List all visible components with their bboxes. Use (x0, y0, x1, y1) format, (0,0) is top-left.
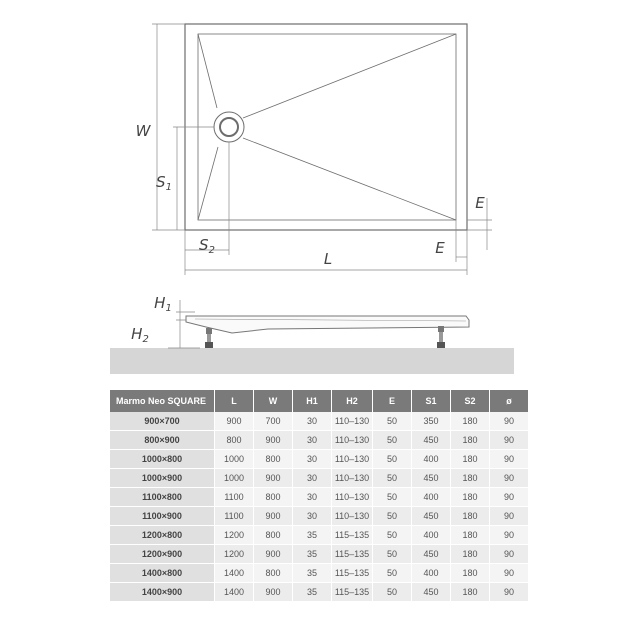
table-cell: 50 (373, 450, 412, 469)
table-cell: 30 (293, 488, 332, 507)
model-cell: 1200×900 (110, 545, 215, 564)
table-cell: 1200 (215, 545, 254, 564)
table-row (110, 488, 529, 507)
table-row (110, 545, 529, 564)
table-row (110, 583, 529, 602)
table-cell: 50 (373, 545, 412, 564)
support-leg (205, 342, 213, 348)
table-header: H1 (293, 390, 332, 412)
model-cell: 1400×900 (110, 583, 215, 602)
model-cell: 1000×900 (110, 469, 215, 488)
drain-outer (214, 112, 244, 142)
dim-label-w: W (135, 122, 151, 140)
table-cell: 90 (490, 545, 529, 564)
dim-label-e-bottom: E (435, 239, 445, 257)
tray-inner-edge (198, 34, 456, 220)
table-cell: 450 (412, 583, 451, 602)
table-cell: 1100 (215, 507, 254, 526)
table-cell: 35 (293, 545, 332, 564)
table-cell: 90 (490, 469, 529, 488)
table-cell: 50 (373, 469, 412, 488)
table-header: E (373, 390, 412, 412)
support-leg (439, 332, 443, 342)
table-cell: 800 (254, 450, 293, 469)
table-cell: 900 (254, 469, 293, 488)
slope-line (243, 34, 456, 118)
table-cell: 180 (451, 412, 490, 431)
table-cell: 900 (254, 431, 293, 450)
table-cell: 1400 (215, 583, 254, 602)
dim-label-s2 (199, 236, 215, 256)
table-cell: 90 (490, 526, 529, 545)
table-cell: 50 (373, 564, 412, 583)
dim-label-h2-sub: 2 (142, 334, 149, 345)
model-cell: 1100×800 (110, 488, 215, 507)
dim-label-s2-sub: 2 (208, 245, 215, 256)
table-cell: 110–130 (332, 488, 373, 507)
table-cell: 115–135 (332, 526, 373, 545)
table-cell: 50 (373, 583, 412, 602)
table-cell: 180 (451, 564, 490, 583)
table-cell: 800 (254, 488, 293, 507)
table-cell: 450 (412, 431, 451, 450)
table-cell: 1100 (215, 488, 254, 507)
floor (110, 348, 514, 374)
table-cell: 110–130 (332, 450, 373, 469)
dim-label-h2 (131, 325, 149, 345)
dim-label-h2-base: H (131, 325, 143, 343)
table-cell: 180 (451, 545, 490, 564)
table-cell: 180 (451, 469, 490, 488)
table-row (110, 526, 529, 545)
table-cell: 400 (412, 450, 451, 469)
table-cell: 180 (451, 488, 490, 507)
dim-label-h1-base: H (154, 294, 166, 312)
table-cell: 180 (451, 507, 490, 526)
table-cell: 50 (373, 431, 412, 450)
model-cell: 800×900 (110, 431, 215, 450)
table-body (110, 412, 529, 602)
table-cell: 1200 (215, 526, 254, 545)
table-cell: 90 (490, 507, 529, 526)
table-cell: 110–130 (332, 431, 373, 450)
drain-inner (220, 118, 238, 136)
table-row (110, 412, 529, 431)
table-header-row (110, 390, 529, 412)
table-header: W (254, 390, 293, 412)
table-cell: 50 (373, 507, 412, 526)
table-cell: 700 (254, 412, 293, 431)
table-cell: 180 (451, 450, 490, 469)
table-header: ø (490, 390, 529, 412)
dim-label-e-top: E (475, 194, 485, 212)
table-cell: 400 (412, 564, 451, 583)
model-cell: 1000×800 (110, 450, 215, 469)
table-cell: 110–130 (332, 507, 373, 526)
dim-label-s1-base: S (156, 173, 166, 191)
table-cell: 30 (293, 469, 332, 488)
table-cell: 800 (254, 526, 293, 545)
table-cell: 400 (412, 488, 451, 507)
model-cell: 900×700 (110, 412, 215, 431)
support-leg (438, 326, 444, 332)
model-cell: 1200×800 (110, 526, 215, 545)
table-cell: 400 (412, 526, 451, 545)
table-header: S1 (412, 390, 451, 412)
tray-outer-edge (185, 24, 467, 230)
table-row (110, 450, 529, 469)
table-cell: 1400 (215, 564, 254, 583)
table-cell: 50 (373, 412, 412, 431)
table-row (110, 507, 529, 526)
model-cell: 1100×900 (110, 507, 215, 526)
table-cell: 115–135 (332, 583, 373, 602)
table-cell: 30 (293, 431, 332, 450)
table-row (110, 469, 529, 488)
dimensions-table (110, 390, 529, 602)
table-cell: 450 (412, 507, 451, 526)
dim-label-s1-sub: 1 (165, 182, 172, 193)
table-cell: 180 (451, 583, 490, 602)
table-cell: 50 (373, 488, 412, 507)
table-cell: 30 (293, 412, 332, 431)
table-cell: 35 (293, 526, 332, 545)
table-cell: 35 (293, 564, 332, 583)
slope-line (243, 138, 456, 220)
table-cell: 900 (215, 412, 254, 431)
table-header: L (215, 390, 254, 412)
table-cell: 30 (293, 507, 332, 526)
table-header: S2 (451, 390, 490, 412)
dim-label-s2-base: S (199, 236, 209, 254)
dim-label-h1-sub: 1 (165, 303, 172, 314)
table-cell: 800 (215, 431, 254, 450)
table-cell: 110–130 (332, 412, 373, 431)
table-cell: 180 (451, 526, 490, 545)
table-cell: 50 (373, 526, 412, 545)
dim-label-l: L (323, 250, 333, 268)
slope-line (198, 147, 218, 220)
table-cell: 350 (412, 412, 451, 431)
table-cell: 90 (490, 412, 529, 431)
table-cell: 900 (254, 507, 293, 526)
table-row (110, 431, 529, 450)
tray-profile (186, 316, 469, 333)
support-leg (207, 334, 211, 342)
table-cell: 800 (254, 564, 293, 583)
table-cell: 115–135 (332, 564, 373, 583)
table-cell: 1000 (215, 450, 254, 469)
support-leg (206, 328, 212, 334)
dim-label-h1 (154, 294, 172, 314)
dim-label-s1 (156, 173, 172, 193)
table-cell: 30 (293, 450, 332, 469)
table-cell: 180 (451, 431, 490, 450)
table-cell: 450 (412, 545, 451, 564)
table-cell: 115–135 (332, 545, 373, 564)
table-row (110, 564, 529, 583)
tray-top-view (185, 24, 467, 230)
table-cell: 35 (293, 583, 332, 602)
table-header: H2 (332, 390, 373, 412)
table-cell: 900 (254, 583, 293, 602)
table-cell: 90 (490, 450, 529, 469)
table-header: Marmo Neo SQUARE (110, 390, 215, 412)
table-cell: 900 (254, 545, 293, 564)
table-cell: 1000 (215, 469, 254, 488)
table-cell: 110–130 (332, 469, 373, 488)
table-cell: 450 (412, 469, 451, 488)
table-cell: 90 (490, 564, 529, 583)
table-cell: 90 (490, 583, 529, 602)
support-leg (437, 342, 445, 348)
table-cell: 90 (490, 488, 529, 507)
slope-line (198, 34, 217, 108)
model-cell: 1400×800 (110, 564, 215, 583)
table-cell: 90 (490, 431, 529, 450)
